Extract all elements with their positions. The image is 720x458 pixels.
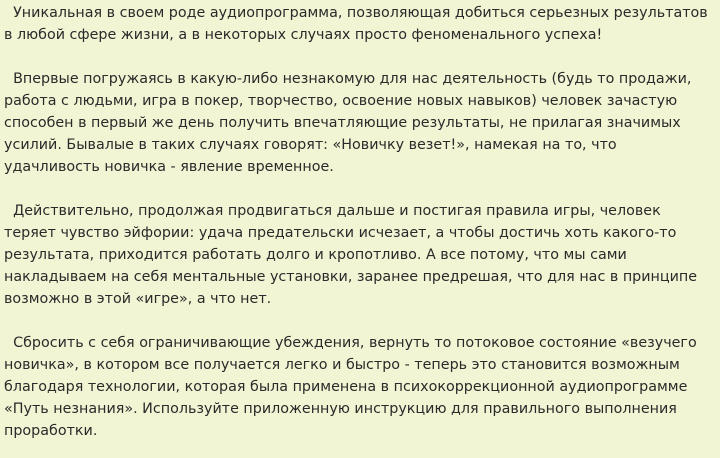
paragraph-beginner-luck: Впервые погружаясь в какую-либо незнакомую для нас деятельность (будь то продажи, работа с людьми, игра в покер, творчество, освоение новых навыков) человек зачастую способен в первый же день получить впечатляющие результаты, не прилагая значимых усилий. Бывалые в таких случаях говорят: «Новичку везет!», намекая на то, что удачливость новичка - явление временное. bbox=[4, 71, 696, 175]
paragraph-intro: Уникальная в своем роде аудиопрограмма, позволяющая добиться серьезных результатов в любой сфере жизни, а в некоторых случаях просто феноменального успеха! bbox=[4, 5, 713, 43]
paragraph-mental-limits: Действительно, продолжая продвигаться дальше и постигая правила игры, человек теряет чувство эйфории: удача предательски исчезает, а чтобы достичь хоть какого-то результата, приходится работать долго и кропотливо. А все потому, что мы сами накладываем на себя ментальные установки, заранее предрешая, что для нас в принципе возможно в этой «игре», а что нет. bbox=[4, 203, 702, 307]
paragraph-solution: Сбросить с себя ограничивающие убеждения, вернуть то потоковое состояние «везучего новичка», в котором все получается легко и быстро - теперь это становится возможным благодаря технологии, которая была применена в психокоррекционной аудиопрограмме «Путь незнания». Используйте приложенную инструкцию для правильного выполнения проработки. bbox=[4, 335, 702, 439]
